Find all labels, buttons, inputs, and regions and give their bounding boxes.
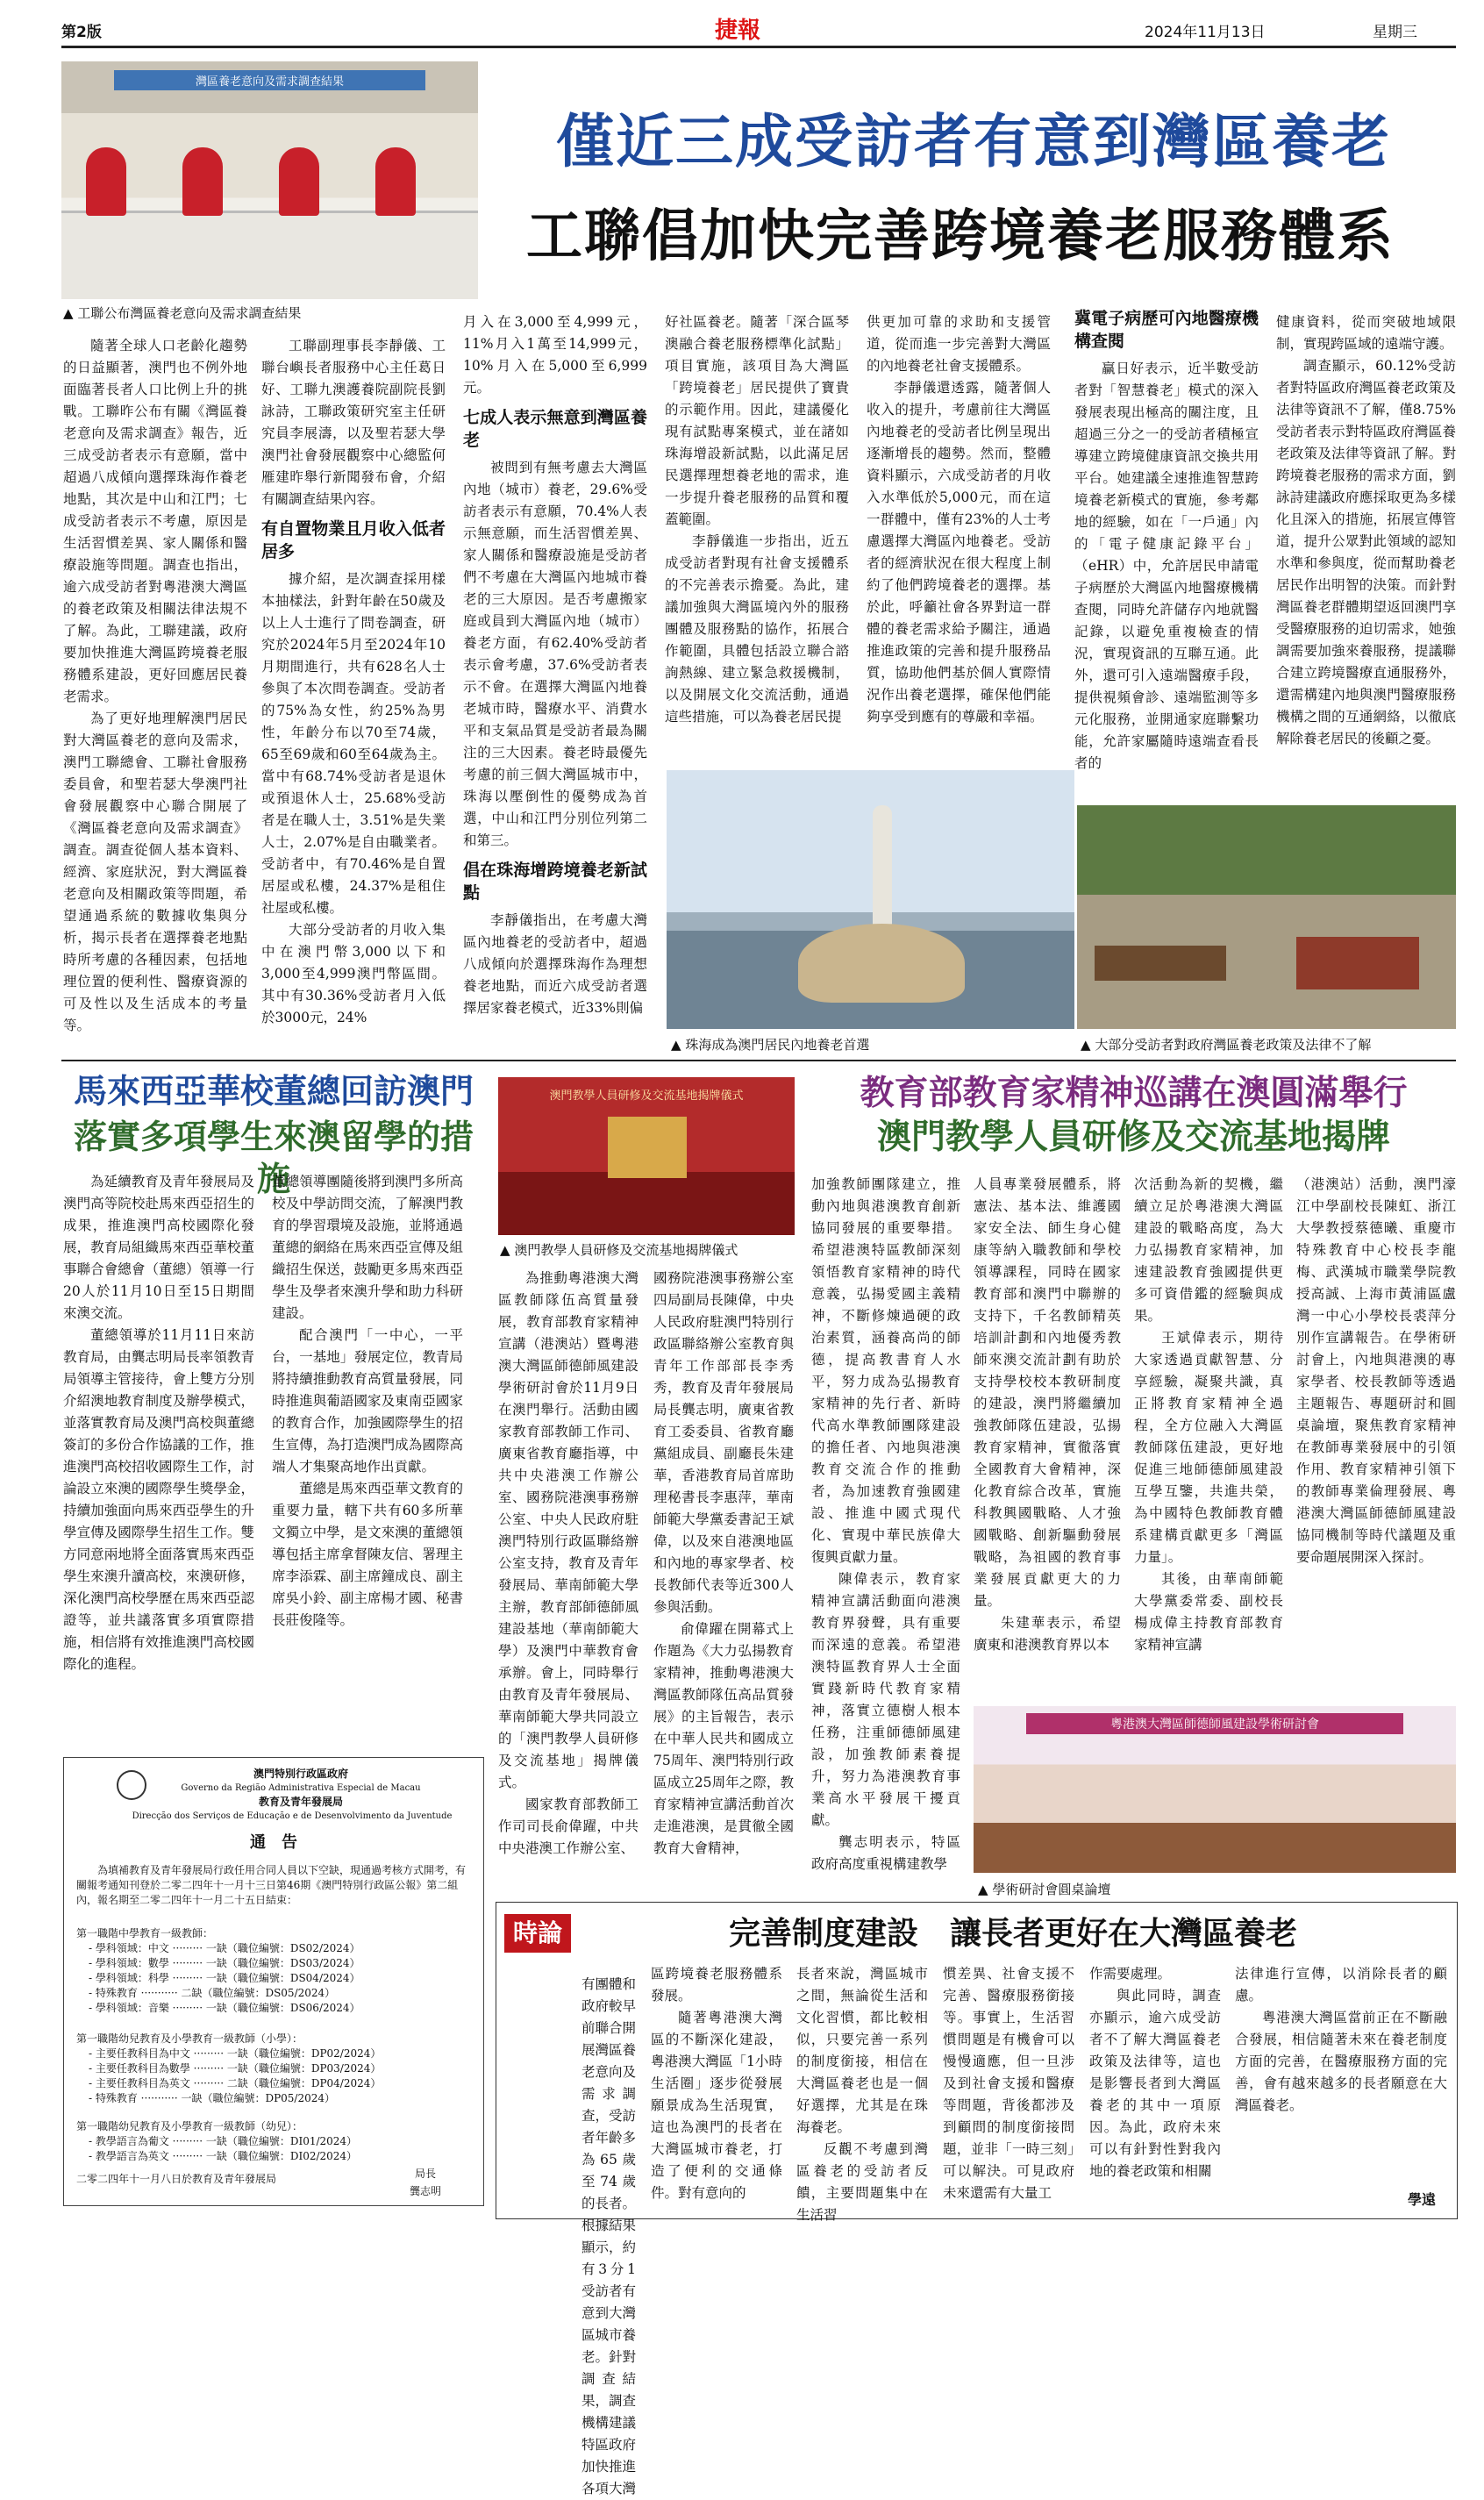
paragraph: 人員專業發展體系，將憲法、基本法、維護國家安全法、師生身心健康等納入職教師和學校領導課程，同時在國家教育部和澳門中聯辦的支持下，千名教師精英培訓計劃和內地優秀教師來澳交流計劃有助於支持學校校本教研制度的建設，澳門將繼續加強教師隊伍建設，弘揚教育家精神，實徹落實全國教育大會精神，深化教育綜合改革，實施科教興國戰略、人才強國戰略、創新驅動發展戰略，為祖國的教育事業發展貢獻更大的力量。 <box>974 1176 1121 1609</box>
malaysia-column-2 <box>272 1171 463 1732</box>
lead-column-6 <box>1074 307 1259 771</box>
notice-line: - 學科領域：中文 ········· 一缺（職位編號：DS02/2024） <box>89 1942 360 1954</box>
zhuhai-rock <box>798 924 965 1003</box>
subheading: 倡在珠海增跨境養老新試點 <box>463 861 647 903</box>
notice-line: - 特殊教育 ··········· 二缺（職位編號：DS05/2024） <box>89 1987 336 1999</box>
issue-date: 2024年11月13日 <box>1145 24 1266 41</box>
paragraph: 李靜儀還透露，隨著個人收入的提升，考慮前往大灣區內地養老的受訪者比例呈現出逐漸增長的趨勢。然而，整體資料顯示，六成受訪者的月收入水準低於5,000元，而在這一群體中，僅有23%的人士考慮選擇大灣區內地養老。受訪者的經濟狀況在很大程度上制約了他們跨境養老的選擇。基於此，呼籲社會各界對這一群體的養老需求給予關注，通過推進政策的完善和提升服務品質，協助他們基於個人實際情況作出養老選擇，確保他們能夠享受到應有的尊嚴和幸福。 <box>867 380 1051 725</box>
notice-emblem-icon <box>117 1770 146 1800</box>
notice-body: 為填補教育及青年發展局行政任用合同人員以下空缺，現通過考核方式開考，有關報考通知刊登於二零二四年十一月十三日第46期《澳門特別行政區公報》第二組內，報名期至二零二四年十一月二十五日結束： <box>76 1864 467 1906</box>
subheading: 有自置物業且月收入低者居多 <box>261 519 446 561</box>
notice-group-title: 第一職階幼兒教育及小學教育一級教師（幼兒）： <box>76 2120 303 2132</box>
lead-column-1 <box>63 335 247 1054</box>
paragraph: 大部分受訪者的月收入集中在澳門幣3,000以下和3,000至4,999澳門幣區間。其中有30.36%受訪者月入低於3000元，24% <box>261 922 446 1025</box>
commentary-column-4 <box>943 1963 1074 2209</box>
lead-photo-person <box>279 147 319 216</box>
subheading: 七成人表示無意到灣區養老 <box>463 408 647 450</box>
paragraph: 國家教育部教師工作司司長俞偉躍，中共中央港澳工作辦公室、 <box>498 1796 639 1856</box>
lead-column-7 <box>1276 311 1456 759</box>
commentary-column-6 <box>1235 1963 1447 2187</box>
lead-photo-person <box>86 147 126 216</box>
notice-line: - 學科領域：科學 ········· 一缺（職位編號：DS04/2024） <box>89 1972 360 1984</box>
notice-line: - 教學語言為英文 ········· 一缺（職位編號：DI02/2024） <box>89 2150 358 2162</box>
edu-column-3 <box>1134 1174 1283 1700</box>
paragraph: （港澳站）活動，澳門濠江中學副校長陳虹、浙江大學教授蔡德曦、重慶市特殊教育中心校長李龍梅、武漢城市職業學院教授高誠、上海市黃浦區盧灣一中心小學校長裘萍分別作宣講報告。在學術研討會上，內地與港澳的專家學者、校長教師等透過主題報告、專題研討和圓桌論壇，聚焦教育家精神在教師專業發展中的引領作用、教育家精神引領下的教師專業倫理發展、粵港澳大灣區師德師風建設協同機制等時代議題及重要命題展開深入探討。 <box>1296 1176 1456 1565</box>
lead-column-5 <box>867 311 1051 759</box>
notice-line: - 教學語言為葡文 ········· 一缺（職位編號：DI01/2024） <box>89 2135 358 2147</box>
notice-line: - 主要任教科目為數學 ········· 一缺（職位編號：DP03/2024） <box>89 2062 382 2075</box>
lead-column-2 <box>261 335 446 1054</box>
paragraph: 董總領導團隨後將到澳門多所高校及中學訪問交流，了解澳門教育的學習環境及設施，並將通過董總的網絡在馬來西亞宣傳及組織招生保送，鼓勵更多馬來西亞學生及學者來澳升學和助力科研建設。 <box>272 1174 463 1321</box>
park-photo-caption: ▲ 大部分受訪者對政府灣區養老政策及法律不了解 <box>1081 1035 1371 1054</box>
paragraph: 與此同時，調查亦顯示，逾六成受訪者不了解大灣區養老政策及法律等，這也是影響長者到大灣區養老的其中一項原因。為此，政府未來可以有針對性對我內地的養老政策和相關 <box>1089 1988 1221 2179</box>
notice-dept-zh: 教育及青年發展局 <box>258 1796 343 1808</box>
paragraph: 俞偉躍在開幕式上作題為《大力弘揚教育家精神，推動粵港澳大灣區教師隊伍高品質發展》的主旨報告，表示在中華人民共和國成立75周年、澳門特別行政區成立25周年之際，教育家精神宣講活動首次走進港澳，是貫徹全國教育大會精神， <box>653 1621 794 1856</box>
notice-group-title: 第一職階中學教育一級教師： <box>76 1927 214 1939</box>
malaysia-headline-1: 馬來西亞華校董總回訪澳門 <box>73 1071 474 1111</box>
lead-photo-person <box>182 147 223 216</box>
notice-signer-name: 龔志明 <box>410 2185 442 2197</box>
commentary-column-2 <box>651 1963 782 2209</box>
paragraph: 有團體和政府較早前聯合開展灣區養老意向及需求調查，受訪者年齡多為65歲至74歲的長者。根據結果顯示，約有3分1受訪者有意到大灣區城市養老。針對調查結果，調查機構建議特區政府加快推進各項大灣 <box>581 1976 637 2496</box>
lead-column-3 <box>463 311 647 1057</box>
base-column-2 <box>653 1268 794 1864</box>
edu-headline-2: 澳門教學人員研修及交流基地揭牌 <box>876 1117 1390 1157</box>
government-notice <box>63 1757 484 2206</box>
notice-gov-zh: 澳門特別行政區政府 <box>253 1768 348 1780</box>
paragraph: 被問到有無考慮去大灣區內地（城市）養老，29.6%受訪者表示有意願，70.4%人表示無意願，而生活習慣差異、家人關係和醫療設施是受訪者們不考慮在大灣區內地城市養老的三大原因。是否考慮搬家庭或員到大灣區內地（城市）養老方面，有62.40%受訪者表示會考慮，37.6%受訪者表示不會。在選擇大灣區內地養老城市時，醫療水平、消費水平和支氣品質是受訪者最為關注的三大因素。養老時最優先考慮的前三個大灣區城市中，珠海以壓倒性的優勢成為首選，中山和江門分別位列第二和第三。 <box>463 460 647 848</box>
base-ceremony-caption: ▲ 澳門教學人員研修及交流基地揭牌儀式 <box>500 1240 738 1259</box>
malaysia-headline-2: 落實多項學生來澳留學的措施 <box>73 1117 474 1198</box>
notice-date: 二零二四年十一月八日於教育及青年發展局 <box>76 2173 277 2185</box>
notice-group-3 <box>76 2119 471 2164</box>
paragraph: 區跨境養老服務體系發展。 <box>651 1966 782 2004</box>
edu-column-1 <box>811 1174 960 1872</box>
lead-column-4 <box>665 311 849 759</box>
paragraph: 好社區養老。隨著「深合區琴澳融合養老服務標準化試點」項目實施，該項目為大灣區「跨境養老」居民提供了寶貴的示範作用。因此，建議優化現有試點專案模式，並在諸如珠海增設新試點，以此滿足居民選擇理想養老地的需求，進一步提升養老服務的品質和覆蓋範圍。 <box>665 314 849 527</box>
paragraph: 陳偉表示，教育家精神宣講活動面向港澳教育界發聲，具有重要而深遠的意義。希望港澳特區教育界人士全面實踐新時代教育家精神，落實立德樹人根本任務，注重師德師風建設，加強教師素養提升，努力為港澳教育事業高水平發展干擾貢獻。 <box>811 1571 960 1828</box>
commentary-column-3 <box>796 1963 928 2223</box>
commentary-tag: 時論 <box>504 1914 571 1953</box>
paragraph: 工聯副理事長李靜儀、工聯台嶼長者服務中心主任葛日好、工聯九澳護養院副院長劉詠詩，工聯政策研究室主任研究員李展濤，以及聖若瑟大學澳門社會發展觀察中心總監何雁建昨舉行新聞發布會，介紹有關調查結果內容。 <box>261 338 446 507</box>
paragraph: 隨著全球人口老齡化趨勢的日益顯著，澳門也不例外地面臨著長者人口比例上升的挑戰。工聯昨公布有關《灣區養老意向及需求調查》報告，近三成受訪者表示有意願，當中超過八成傾向選擇珠海作養老地點，其次是中山和江門；七成受訪者表示不考慮，原因是生活習慣差異、家人關係和醫療設施等問題。調查也指出，逾六成受訪者對粵港澳大灣區的養老政策及相關法律法規不了解。為此，工聯建議，政府要加快推進大灣區跨境養老服務體系建設，更好回應居民養老需求。 <box>63 338 247 704</box>
notice-line: - 主要任教科目為中文 ········· 一缺（職位編號：DP02/2024） <box>89 2047 382 2060</box>
paragraph: 董總是馬來西亞華文教育的重要力量，轄下共有60多所華文獨立中學，是文來澳的董總領導包括主席拿督陳友信、署理主席李添霖、副主席鐘成良、副主席吳小鈴、副主席楊才國、秘書長莊俊隆等。 <box>272 1481 463 1628</box>
notice-dept-pt: Direcção dos Serviços de Educação e de Desenvolvimento da Juventude <box>132 1811 453 1821</box>
lead-photo <box>61 61 478 296</box>
paragraph: 加強教師團隊建立，推動內地與港澳教育創新協同發展的重要舉措。希望港澳特區教師深刻領悟教育家精神的時代意義，弘揚愛國主義精神，不斷修煉過硬的政治素質，涵養高尚的師德，提高教書育人水平，努力成為弘揚教育家精神的先行者、新時代高水準教師團隊建設的擔任者、內地與港澳教育交流合作的推動者，為加速教育強國建設、推進中國式現代化、實現中華民族偉大復興貢獻力量。 <box>811 1176 960 1565</box>
paragraph: 健康資料，從而突破地域限制，實現跨區域的遠端守護。 <box>1276 314 1456 352</box>
edu-column-4 <box>1296 1174 1456 1700</box>
masthead: 捷報 <box>715 18 761 44</box>
header-rule <box>61 46 1456 48</box>
commentary-headline: 完善制度建設 讓長者更好在大灣區養老 <box>728 1915 1297 1952</box>
paragraph: 國務院港澳事務辦公室四局副局長陳偉，中央人民政府駐澳門特別行政區聯絡辦公室教育與青年工作部部長李秀秀，教育及青年發展局局長龔志明，廣東省教育工委委員、省教育廳黨組成員、副廳長朱建華，香港教育局首席助理秘書長李惠萍，華南師範大學黨委書記王斌偉，以及來自港澳地區和內地的專家學者、校長教師代表等近300人參與活動。 <box>653 1270 794 1615</box>
notice-group-2 <box>76 2032 471 2106</box>
base-ceremony-photo <box>498 1077 795 1235</box>
zhuhai-statue <box>873 805 892 937</box>
edu-headline-1: 教育部教育家精神巡講在澳圓滿舉行 <box>860 1073 1408 1113</box>
forum-photo-caption: ▲ 學術研討會圓桌論壇 <box>978 1880 1110 1898</box>
lead-photo-banner: 灣區養老意向及需求調查結果 <box>114 70 425 90</box>
notice-line: - 學科領域：音樂 ········· 一缺（職位編號：DS06/2024） <box>89 2002 360 2014</box>
zhuhai-photo <box>667 770 1074 1029</box>
edu-column-2 <box>974 1174 1121 1700</box>
paragraph: 長者來說，灣區城市之間，無論從生活和文化習慣，都比較相似，只要完善一系列的制度銜接，相信在大灣區養老也是一個好選擇，尤其是在珠海養老。 <box>796 1966 928 2135</box>
lead-headline-1: 僅近三成受訪者有意到灣區養老 <box>556 107 1391 175</box>
commentary-column-1 <box>504 1963 637 2496</box>
paragraph: 配合澳門「一中心，一平台，一基地」發展定位，教青局將持續推動教育高質量發展，同時推進與葡語國家及東南亞國家的教育合作，加強國際學生的招生宣傳，為打造澳門成為國際高端人才集聚高地作出貢獻。 <box>272 1327 463 1475</box>
paragraph: 龔志明表示，特區政府高度重視構建教學 <box>811 1834 960 1872</box>
section-rule <box>61 1060 1456 1061</box>
notice-group-title: 第一職階幼兒教育及小學教育一級教師（小學）： <box>76 2032 303 2045</box>
commentary-column-5 <box>1089 1963 1221 2209</box>
forum-photo <box>974 1706 1456 1873</box>
paragraph: 法律進行宣傳，以消除長者的顧慮。 <box>1235 1966 1447 2004</box>
notice-gov-pt: Governo da Região Administrativa Especial de Macau <box>181 1783 421 1793</box>
paragraph: 月入在3,000至4,999元，11%月入1萬至14,999元，10%月入在5,000至6,999元。 <box>463 314 647 396</box>
paragraph: 為了更好地理解澳門居民對大灣區養老的意向及需求，澳門工聯總會、工聯社會服務委員會，和聖若瑟大學澳門社會發展觀察中心聯合開展了《灣區養老意向及需求調查》調查。調查從個人基本資料、經濟、家庭狀況，對大灣區養老意向及相關政策等問題，希望通過系統的數據收集與分析，揭示長者在選擇養老地點時所考慮的各種因素，包括地理位置的便利性、醫療資源的可及性以及生活成本的考量等。 <box>63 711 247 1033</box>
notice-line: - 特殊教育 ··········· 一缺（職位編號：DP05/2024） <box>89 2092 336 2104</box>
notice-group-1 <box>76 1926 471 2016</box>
paragraph: 董總領導於11月11日來訪教育局，由龔志明局長率領教青局領導主管接待，會上雙方分別介紹澳地教育制度及辦學模式，並落實教育局及澳門高校與董總簽訂的多份合作協議的工作，推進澳門高校招收國際生工作，討論設立來澳的國際學生獎學金，持續加強面向馬來西亞學生的升學宣傳及國際學生招生工作。雙方同意兩地將全面落實馬來西亞學生來澳升讀高校，來澳研修，深化澳門高校學歷在馬來西亞認證等，並共議落實多項實際措施，相信將有效推進澳門高校國際化的進程。 <box>63 1327 254 1672</box>
paragraph: 李靜儀指出，在考慮大灣區內地養老的受訪者中，超過八成傾向於選擇珠海作為理想養老地點，而近六成受訪者選擇居家養老模式，近33%則偏 <box>463 912 647 1016</box>
paragraph: 贏日好表示，近半數受訪者對「智慧養老」模式的深入發展表現出極高的關注度，且超過三分之一的受訪者積極宣導建立跨境健康資訊交換共用平台。她建議全速推進智慧跨境養老新模式的實施，參考鄰地的經驗，如在「一戶通」內的「電子健康記錄平台」（eHR）中，允許居民申請電子病歷於大灣區內地醫療機構查閱，同時允許儲存內地就醫記錄，以避免重複檢查的情況，實現資訊的互聯互通。此外，還可引入遠端醫療手段，提供視頻會診、遠端監測等多元化服務，並開通家庭聯繫功能，允許家屬隨時遠端查看長者的 <box>1074 361 1259 771</box>
page-number: 第2版 <box>61 24 102 41</box>
lead-photo-person <box>375 147 416 216</box>
notice-title: 通 告 <box>250 1833 297 1852</box>
paragraph: 王斌偉表示，期待大家透過貢獻智慧、分享經驗，凝聚共識，真正將教育家精神全過程，全方位融入大灣區教師隊伍建設，更好地促進三地師德師風建設互學互鑒，共進共榮，為中國特色教師教育體系建構貢獻更多「灣區力量」。 <box>1134 1330 1283 1565</box>
paragraph: 朱建華表示，希望廣東和港澳教育界以本 <box>974 1615 1121 1653</box>
park-photo <box>1077 805 1456 1029</box>
lead-headline-2: 工聯倡加快完善跨境養老服務體系 <box>526 204 1395 269</box>
weekday: 星期三 <box>1373 24 1417 41</box>
base-column-1 <box>498 1268 639 1864</box>
park-bench <box>1095 946 1226 981</box>
paragraph: 據介紹，是次調查採用樣本抽樣法，針對年齡在50歲及以上人士進行了問卷調查，研究於2024年5月至2024年10月期間進行，共有628名人士參與了本次問卷調查。受訪者的75%為女性，約25%為男性，年齡分布以70至74歲，65至69歲和60至64歲為主。當中有68.74%受訪者是退休或預退休人士，25.68%受訪者是在職人士，3.51%是失業人士，2.07%是自由職業者。受訪者中，有70.46%是自置居屋或私樓，24.37%是租住社屋或私樓。 <box>261 571 446 916</box>
paragraph: 慣差異、社會支援不完善、醫療服務銜接等。事實上，生活習慣問題是有機會可以慢慢適應，但一旦涉及到社會支援和醫療等問題，背後都涉及到顧問的制度銜接問題，並非「一時三刻」可以解決。可見政府未來還需有大量工 <box>943 1966 1074 2201</box>
notice-signer-title: 局長 <box>415 2168 437 2180</box>
base-ceremony-board <box>608 1117 687 1178</box>
paragraph: 為推動粵港澳大灣區教師隊伍高質量發展，教育部教育家精神宣講（港澳站）暨粵港澳大灣區師德師風建設學術研討會於11月9日在澳門舉行。活動由國家教育部教師工作司、廣東省教育廳指導，中共中央港澳工作辦公室、國務院港澳事務辦公室、中央人民政府駐澳門特別行政區聯絡辦公室支持，教育及青年發展局、華南師範大學主辦，教育部師德師風建設基地（華南師範大學）及澳門中華教育會承辦。會上，同時舉行由教育及青年發展局、華南師範大學共同設立的「澳門教學人員研修及交流基地」揭牌儀式。 <box>498 1270 639 1790</box>
park-planter <box>1296 937 1419 989</box>
zhuhai-photo-caption: ▲ 珠海成為澳門居民內地養老首選 <box>671 1035 869 1054</box>
paragraph: 反觀不考慮到灣區養老的受訪者反饋，主要問題集中在生活習 <box>796 2141 928 2223</box>
malaysia-column-1 <box>63 1171 254 1732</box>
paragraph: 供更加可靠的求助和支援管道，從而進一步完善對大灣區的內地養老社會支援體系。 <box>867 314 1051 374</box>
paragraph: 其後，由華南師範大學黨委常委、副校長楊成偉主持教育部教育家精神宣講 <box>1134 1571 1283 1653</box>
base-ceremony-banner: 澳門教學人員研修及交流基地揭牌儀式 <box>549 1089 744 1103</box>
paragraph: 粵港澳大灣區當前正在不斷融合發展，相信隨著未來在養老制度方面的完善，在醫療服務方面的完善，會有越來越多的長者願意在大灣區養老。 <box>1235 2010 1447 2113</box>
forum-photo-banner: 粵港澳大灣區師德師風建設學術研討會 <box>1026 1713 1403 1734</box>
paragraph: 次活動為新的契機，繼續立足於粵港澳大灣區建設的戰略高度，為大力弘揚教育家精神，加速建設教育強國提供更多可資借鑑的經驗與成果。 <box>1134 1176 1283 1324</box>
commentary-author: 學遠 <box>1408 2191 1437 2208</box>
lead-photo-caption: ▲ 工聯公布灣區養老意向及需求調查結果 <box>63 304 301 322</box>
paragraph: 李靜儀進一步指出，近五成受訪者對現有社會支援體系的不完善表示擔憂。為此，建議加強與大灣區境內外的服務團體及服務點的協作，拓展合作範圍，具體包括設立聯合諮詢熱線、建立緊急救援機制，以及開展文化交流活動，通過這些措施，可以為養老居民提 <box>665 533 849 725</box>
paragraph: 調查顯示，60.12%受訪者對特區政府灣區養老政策及法律等資訊不了解，僅8.75%受訪者表示對特區政府灣區養老政策及法律等資訊了解。對跨境養老服務的需求方面，劉詠詩建議政府應採取更為多樣化且深入的措施，拓展宣傳管道，提升公眾對此領域的認知水準和參與度，從而幫助養老居民作出明智的決策。而針對灣區養老群體期望返回澳門享受醫療服務的迫切需求，她強調需要加強來養服務，提議聯合建立跨境醫療直通服務外，還需構建內地與澳門醫療服務機構之間的互通網絡，以徹底解除養老居民的後顧之憂。 <box>1276 358 1456 746</box>
notice-line: - 主要任教科目為英文 ········· 二缺（職位編號：DP04/2024） <box>89 2077 382 2089</box>
paragraph: 作需要處理。 <box>1089 1966 1172 1982</box>
notice-line: - 學科領域：數學 ········· 一缺（職位編號：DS03/2024） <box>89 1957 360 1969</box>
lead-photo-table <box>61 211 478 299</box>
subheading: 冀電子病歷可內地醫療機構查閱 <box>1074 309 1259 351</box>
paragraph: 隨著粵港澳大灣區的不斷深化建設，粵港澳大灣區「1小時生活圈」逐步從發展願景成為生活現實，這也為澳門的長者在大灣區城市養老，打造了便利的交通條件。對有意向的 <box>651 2010 782 2201</box>
paragraph: 為延續教育及青年發展局及澳門高等院校赴馬來西亞招生的成果，推進澳門高校國際化發展，教育局組織馬來西亞華校董事聯合會總會（董總）領導一行20人於11月10日至15日期間來澳交流。 <box>63 1174 254 1321</box>
